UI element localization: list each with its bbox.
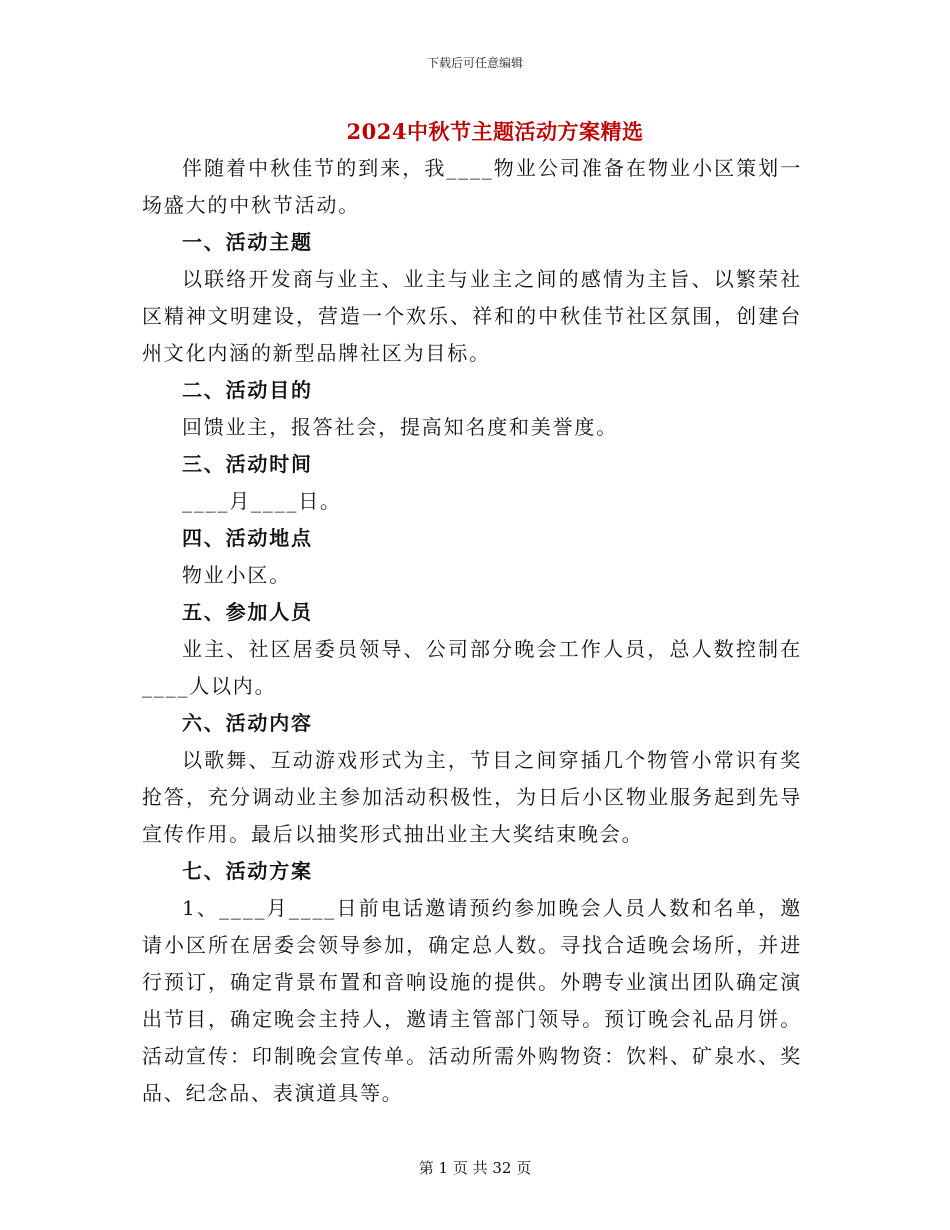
intro-paragraph: 伴随着中秋佳节的到来，我____物业公司准备在物业小区策划一场盛大的中秋节活动。 bbox=[142, 156, 802, 217]
section-heading-plan: 七、活动方案 bbox=[182, 859, 313, 883]
document-title: 2024中秋节主题活动方案精选 bbox=[346, 119, 644, 144]
document-body bbox=[142, 150, 802, 1112]
section-body-purpose: 回馈业主，报答社会，提高知名度和美誉度。 bbox=[182, 415, 618, 439]
page-footer: 第 1 页 共 32 页 bbox=[418, 1159, 532, 1177]
section-heading-participants: 五、参加人员 bbox=[182, 600, 313, 624]
section-body-content: 以歌舞、互动游戏形式为主，节目之间穿插几个物管小常识有奖抢答，充分调动业主参加活动积极性，为日后小区物业服务起到先导宣传作用。最后以抽奖形式抽出业主大奖结束晚会。 bbox=[142, 748, 802, 846]
section-heading-location: 四、活动地点 bbox=[182, 526, 313, 550]
section-heading-content: 六、活动内容 bbox=[182, 711, 313, 735]
section-heading-theme: 一、活动主题 bbox=[182, 230, 313, 254]
section-body-plan: 1、____月____日前电话邀请预约参加晚会人员人数和名单，邀请小区所在居委会领导参加，确定总人数。寻找合适晚会场所，并进行预订，确定背景布置和音响设施的提供。外聘专业演出团队确定演出节目，确定晚会主持人，邀请主管部门领导。预订晚会礼品月饼。活动宣传：印制晚会宣传单。活动所需外购物资：饮料、矿泉水、奖品、纪念品、表演道具等。 bbox=[142, 896, 802, 1105]
section-heading-time: 三、活动时间 bbox=[182, 452, 313, 476]
section-body-theme: 以联络开发商与业主、业主与业主之间的感情为主旨、以繁荣社区精神文明建设，营造一个欢乐、祥和的中秋佳节社区氛围，创建台州文化内涵的新型品牌社区为目标。 bbox=[142, 267, 802, 365]
section-body-location: 物业小区。 bbox=[182, 563, 291, 587]
section-body-time: ____月____日。 bbox=[182, 489, 342, 513]
section-heading-purpose: 二、活动目的 bbox=[182, 378, 313, 402]
header-note: 下载后可任意编辑 bbox=[426, 56, 523, 70]
section-body-participants: 业主、社区居委员领导、公司部分晚会工作人员，总人数控制在____人以内。 bbox=[142, 637, 802, 698]
